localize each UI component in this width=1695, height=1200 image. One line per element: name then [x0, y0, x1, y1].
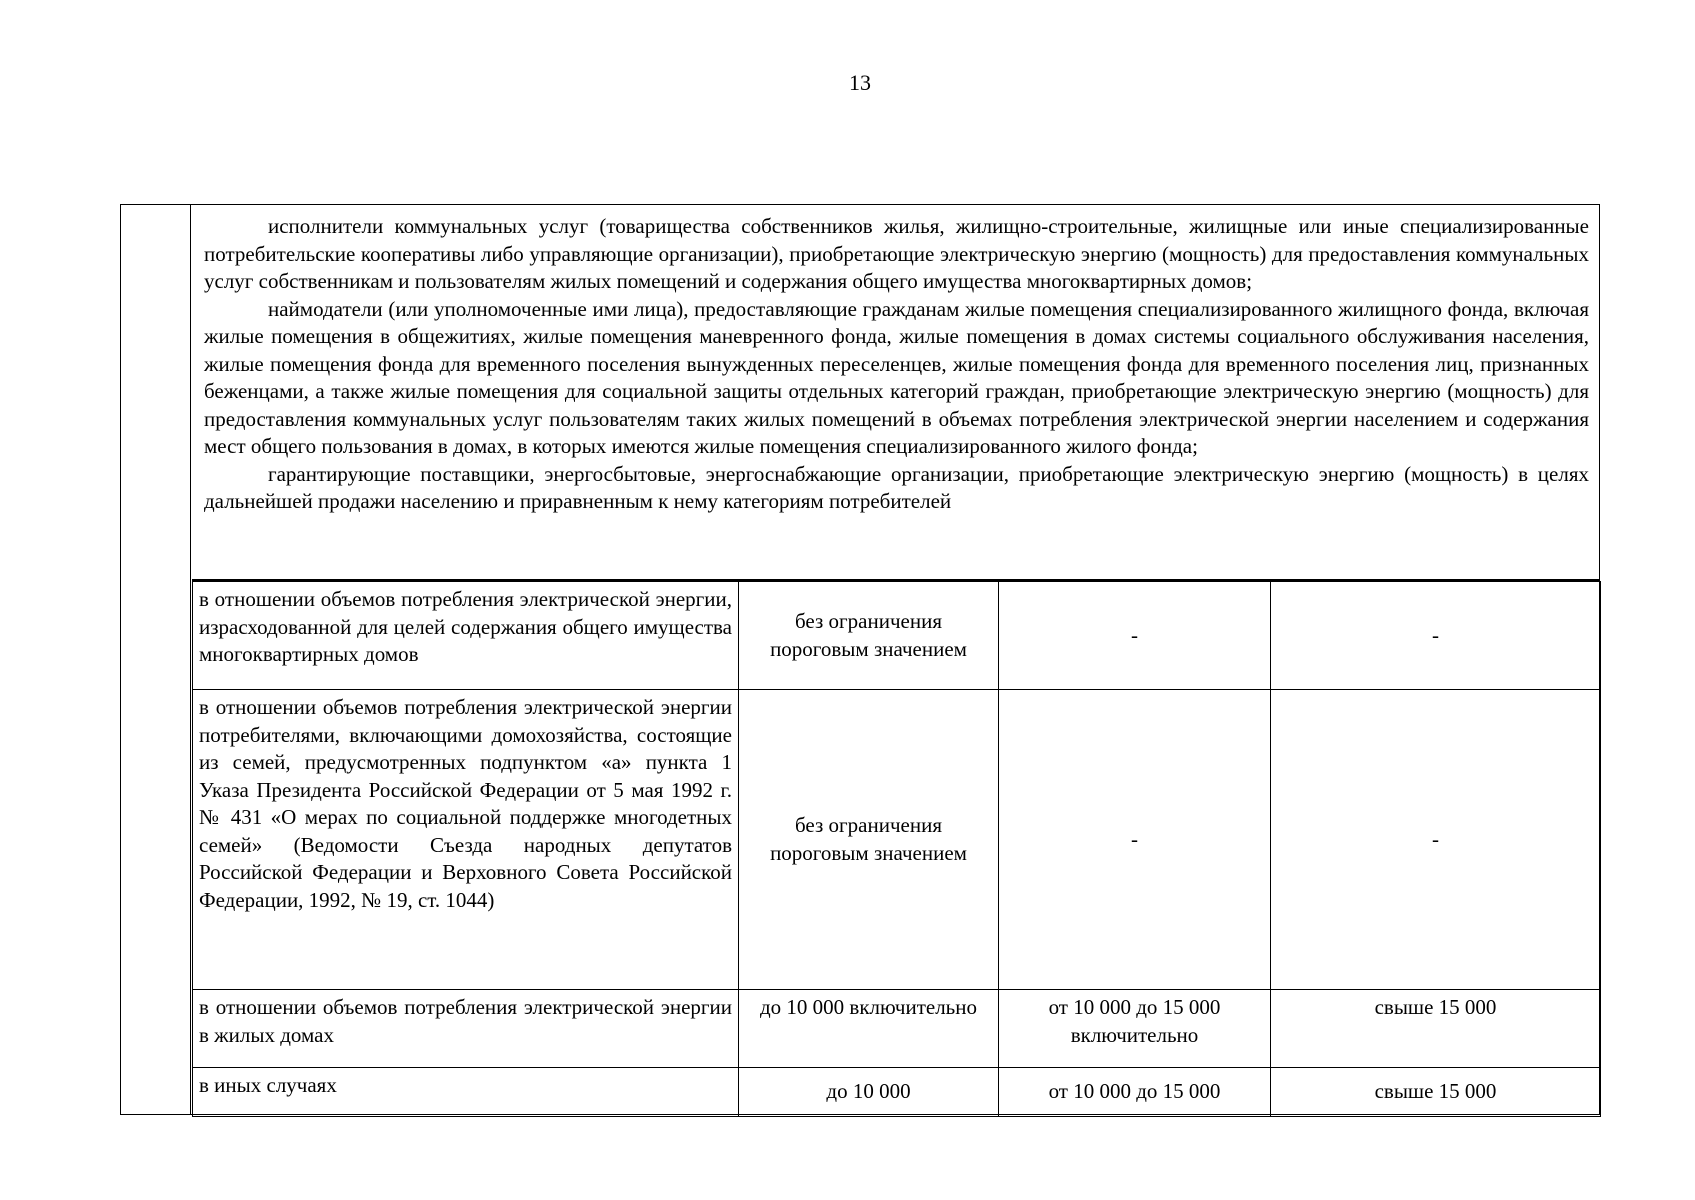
left-empty-column — [121, 205, 191, 1114]
threshold-cell-3: - — [1271, 582, 1601, 690]
page-number: 13 — [849, 70, 871, 95]
row-description: в отношении объемов потребления электрической энергии потребителями, включающими домохозяйства, состоящие из семей, предусмотренных подпунктом «а» пункта 1 Указа Президента Российской Федерации от 5 мая 1992 г. № 431 «О мерах по социальной поддержке многодетных семей» (Ведомости Съезда народных депутатов Российской Федерации и Верховного Совета Российской Федерации, 1992, № 19, ст. 1044) — [193, 690, 739, 990]
row-description: в иных случаях — [193, 1068, 739, 1117]
table-row — [193, 990, 1601, 1068]
threshold-cell-3: свыше 15 000 — [1271, 1068, 1601, 1117]
intro-paragraph-suppliers: гарантирующие поставщики, энергосбытовые, энергоснабжающие организации, приобретающие электрическую энергию (мощность) в целях дальнейшей продажи населению и приравненным к нему категориям потребителей — [204, 461, 1589, 513]
document-table-frame — [120, 204, 1600, 1115]
threshold-cell-2: - — [999, 690, 1271, 990]
table-row — [193, 582, 1601, 690]
threshold-cell-1: без ограничения пороговым значением — [739, 582, 999, 690]
threshold-cell-1: до 10 000 — [739, 1068, 999, 1117]
threshold-cell-1: до 10 000 включительно — [739, 990, 999, 1068]
threshold-cell-3: - — [1271, 690, 1601, 990]
intro-paragraph-utility-providers: исполнители коммунальных услуг (товарищества собственников жилья, жилищно-строительные, жилищные или иные специализированные потребительские кооперативы либо управляющие организации), приобретающие электрическую энергию (мощность) для предоставления коммунальных услуг собственникам и пользователям жилых помещений и содержания общего имущества многоквартирных домов; — [204, 214, 1589, 293]
threshold-cell-2: - — [999, 582, 1271, 690]
threshold-cell-3: свыше 15 000 — [1271, 990, 1601, 1068]
consumer-categories-block — [192, 205, 1599, 581]
consumption-thresholds-table — [192, 581, 1601, 1117]
row-description: в отношении объемов потребления электрической энергии, израсходованной для целей содержания общего имущества многоквартирных домов — [193, 582, 739, 690]
intro-paragraph-landlords: наймодатели (или уполномоченные ими лица), предоставляющие гражданам жилые помещения специализированного жилищного фонда, включая жилые помещения в общежитиях, жилые помещения маневренного фонда, жилые помещения в домах системы социального обслуживания населения, жилые помещения фонда для временного поселения вынужденных переселенцев, жилые помещения фонда для временного поселения лиц, признанных беженцами, а также жилые помещения для социальной защиты отдельных категорий граждан, приобретающие электрическую энергию (мощность) для предоставления коммунальных услуг пользователям таких жилых помещений в объемах потребления электрической энергии населением и содержания мест общего пользования в домах, в которых имеются жилые помещения специализированного жилого фонда; — [204, 296, 1589, 458]
threshold-cell-1: без ограничения пороговым значением — [739, 690, 999, 990]
row-description: в отношении объемов потребления электрической энергии в жилых домах — [193, 990, 739, 1068]
table-row — [193, 690, 1601, 990]
threshold-cell-2: от 10 000 до 15 000 включительно — [999, 990, 1271, 1068]
table-row — [193, 1068, 1601, 1117]
threshold-cell-2: от 10 000 до 15 000 — [999, 1068, 1271, 1117]
